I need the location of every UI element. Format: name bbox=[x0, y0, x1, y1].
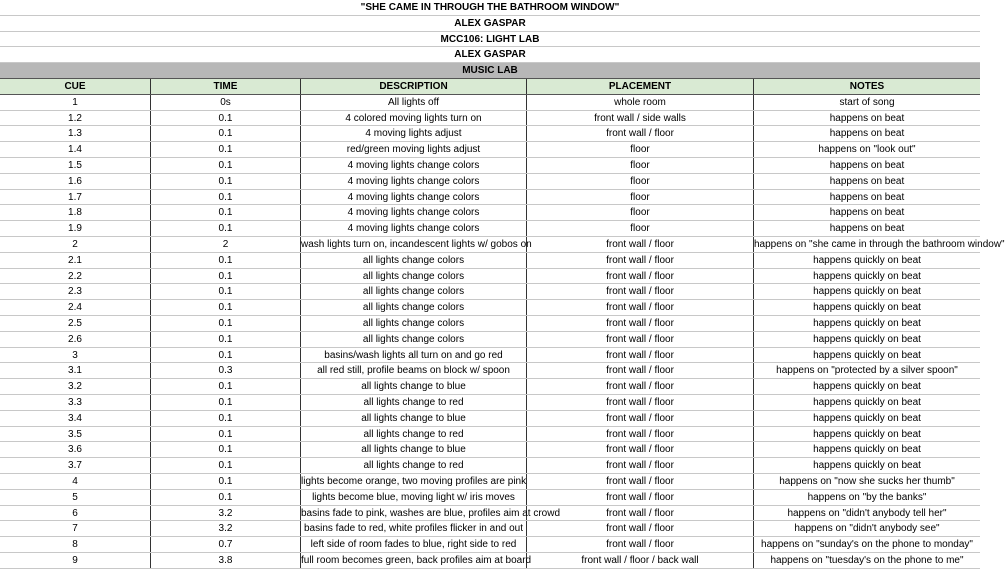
cell-notes[interactable]: happens on beat bbox=[829, 223, 905, 235]
table-row bbox=[0, 458, 980, 474]
cell-placement[interactable]: floor bbox=[527, 190, 754, 205]
table-row bbox=[0, 316, 980, 332]
table-row bbox=[0, 158, 980, 174]
cell-time[interactable]: 0.1 bbox=[151, 490, 301, 505]
cell-notes[interactable]: happens quickly on beat bbox=[813, 444, 921, 456]
table-body bbox=[0, 95, 1005, 569]
cell-cue[interactable]: 8 bbox=[0, 537, 151, 552]
cell-notes[interactable]: happens on "sunday's on the phone to monday" bbox=[761, 539, 973, 551]
table-row bbox=[0, 126, 980, 142]
cell-placement[interactable]: front wall / floor bbox=[527, 126, 754, 141]
cell-notes[interactable]: happens on "tuesday's on the phone to me" bbox=[770, 554, 964, 566]
table-row bbox=[0, 474, 980, 490]
cell-time[interactable]: 0.1 bbox=[151, 126, 301, 141]
cell-description[interactable]: all lights change to red bbox=[301, 458, 527, 473]
cell-description[interactable]: 4 moving lights change colors bbox=[301, 158, 527, 173]
cell-cue[interactable]: 1.6 bbox=[0, 174, 151, 189]
table-row bbox=[0, 427, 980, 443]
cell-time[interactable]: 0.1 bbox=[151, 395, 301, 410]
cell-placement[interactable]: floor bbox=[527, 174, 754, 189]
cell-cue[interactable]: 1.5 bbox=[0, 158, 151, 173]
cell-notes[interactable]: happens quickly on beat bbox=[813, 460, 921, 472]
cell-placement[interactable]: front wall / floor bbox=[527, 521, 754, 536]
cell-notes[interactable]: happens quickly on beat bbox=[813, 349, 921, 361]
cell-description[interactable]: red/green moving lights adjust bbox=[301, 142, 527, 157]
table-row bbox=[0, 284, 980, 300]
cell-description[interactable]: all lights change colors bbox=[301, 316, 527, 331]
cell-placement[interactable]: floor bbox=[527, 142, 754, 157]
cell-time[interactable]: 0.1 bbox=[151, 111, 301, 126]
cell-time[interactable]: 0.1 bbox=[151, 316, 301, 331]
cell-placement[interactable]: front wall / floor bbox=[527, 300, 754, 315]
cell-placement[interactable]: floor bbox=[527, 205, 754, 220]
table-row bbox=[0, 95, 980, 111]
cell-placement[interactable]: front wall / floor bbox=[527, 411, 754, 426]
cell-time[interactable]: 2 bbox=[151, 237, 301, 252]
table-row bbox=[0, 269, 980, 285]
section-title: MUSIC LAB bbox=[462, 65, 518, 77]
cell-notes[interactable]: happens quickly on beat bbox=[813, 428, 921, 440]
cell-cue[interactable]: 3.1 bbox=[0, 363, 151, 378]
table-row bbox=[0, 300, 980, 316]
cell-notes[interactable]: happens on "protected by a silver spoon" bbox=[776, 365, 958, 377]
cell-time[interactable]: 0.1 bbox=[151, 142, 301, 157]
cell-description[interactable]: all lights change to blue bbox=[301, 411, 527, 426]
cell-notes[interactable]: happens quickly on beat bbox=[813, 333, 921, 345]
table-row bbox=[0, 363, 980, 379]
cell-description[interactable]: 4 moving lights change colors bbox=[301, 221, 527, 236]
table-row bbox=[0, 521, 980, 537]
title-row[interactable] bbox=[0, 0, 980, 16]
cell-notes[interactable]: happens quickly on beat bbox=[813, 381, 921, 393]
cell-time[interactable]: 0.1 bbox=[151, 348, 301, 363]
course-title: MCC106: LIGHT LAB bbox=[440, 33, 540, 45]
cell-time[interactable]: 0s bbox=[151, 95, 301, 110]
cell-notes[interactable]: happens on beat bbox=[829, 159, 905, 171]
cell-notes[interactable]: start of song bbox=[839, 96, 895, 108]
table-row bbox=[0, 111, 980, 127]
table-row bbox=[0, 411, 980, 427]
header-time[interactable]: TIME bbox=[151, 79, 301, 94]
cell-cue[interactable]: 2.6 bbox=[0, 332, 151, 347]
cell-description[interactable]: all lights change to red bbox=[301, 395, 527, 410]
table-row bbox=[0, 395, 980, 411]
cell-placement[interactable]: floor bbox=[527, 158, 754, 173]
cell-time[interactable]: 0.1 bbox=[151, 474, 301, 489]
cell-time[interactable]: 0.7 bbox=[151, 537, 301, 552]
table-row bbox=[0, 379, 980, 395]
cell-description[interactable]: all lights change to blue bbox=[301, 379, 527, 394]
cell-placement[interactable]: front wall / floor bbox=[527, 442, 754, 457]
cell-notes[interactable]: happens quickly on beat bbox=[813, 286, 921, 298]
cell-placement[interactable]: front wall / floor bbox=[527, 363, 754, 378]
cell-time[interactable]: 3.2 bbox=[151, 506, 301, 521]
cell-cue[interactable]: 2.5 bbox=[0, 316, 151, 331]
cell-description[interactable]: all lights change colors bbox=[301, 253, 527, 268]
table-row bbox=[0, 221, 980, 237]
cell-time[interactable]: 0.1 bbox=[151, 379, 301, 394]
table-row bbox=[0, 506, 980, 522]
cell-description[interactable]: full room becomes green, back profiles aim at board bbox=[301, 554, 532, 566]
table-row bbox=[0, 190, 980, 206]
table-row bbox=[0, 490, 980, 506]
cell-notes[interactable]: happens on "look out" bbox=[818, 144, 916, 156]
cell-description[interactable]: basins fade to red, white profiles flicker in and out bbox=[301, 521, 527, 536]
cell-cue[interactable]: 3.4 bbox=[0, 411, 151, 426]
section-row[interactable] bbox=[0, 63, 980, 79]
cell-time[interactable]: 0.1 bbox=[151, 427, 301, 442]
cell-time[interactable]: 0.1 bbox=[151, 158, 301, 173]
cell-description[interactable]: lights become blue, moving light w/ iris moves bbox=[301, 490, 527, 505]
cell-cue[interactable]: 2.4 bbox=[0, 300, 151, 315]
cell-time[interactable]: 0.1 bbox=[151, 221, 301, 236]
cell-notes[interactable]: happens on beat bbox=[829, 191, 905, 203]
cell-time[interactable]: 0.3 bbox=[151, 363, 301, 378]
header-notes[interactable]: NOTES bbox=[849, 80, 885, 92]
cell-description[interactable]: all lights change colors bbox=[301, 332, 527, 347]
cell-cue[interactable]: 4 bbox=[0, 474, 151, 489]
header-description[interactable]: DESCRIPTION bbox=[301, 79, 527, 94]
cell-notes[interactable]: happens on "she came in through the bathroom window" bbox=[754, 238, 1005, 250]
cell-cue[interactable]: 1.2 bbox=[0, 111, 151, 126]
cell-cue[interactable]: 3.2 bbox=[0, 379, 151, 394]
header-row bbox=[0, 79, 980, 95]
cell-cue[interactable]: 3 bbox=[0, 348, 151, 363]
cell-notes[interactable]: happens on beat bbox=[829, 128, 905, 140]
cell-time[interactable]: 3.2 bbox=[151, 521, 301, 536]
cell-notes[interactable]: happens quickly on beat bbox=[813, 254, 921, 266]
cell-cue[interactable]: 3.3 bbox=[0, 395, 151, 410]
cell-placement[interactable]: front wall / floor bbox=[527, 458, 754, 473]
cell-description[interactable]: all lights change colors bbox=[301, 300, 527, 315]
cell-time[interactable]: 3.8 bbox=[151, 553, 301, 568]
cell-placement[interactable]: front wall / floor bbox=[527, 395, 754, 410]
cell-description[interactable]: all lights change to blue bbox=[301, 442, 527, 457]
table-row bbox=[0, 237, 1005, 253]
cell-description[interactable]: all red still, profile beams on block w/ spoon bbox=[301, 363, 527, 378]
cell-notes[interactable]: happens quickly on beat bbox=[813, 302, 921, 314]
cell-description[interactable]: 4 moving lights change colors bbox=[301, 174, 527, 189]
cell-placement[interactable]: front wall / floor bbox=[527, 506, 754, 521]
cell-notes[interactable]: happens quickly on beat bbox=[813, 317, 921, 329]
cell-placement[interactable]: whole room bbox=[527, 95, 754, 110]
author-name: ALEX GASPAR bbox=[454, 17, 526, 29]
cell-time[interactable]: 0.1 bbox=[151, 205, 301, 220]
cell-description[interactable]: basins fade to pink, washes are blue, profiles aim at crowd bbox=[301, 507, 561, 519]
cell-description[interactable]: left side of room fades to blue, right side to red bbox=[301, 537, 527, 552]
header-cue[interactable]: CUE bbox=[0, 79, 151, 94]
table-row bbox=[0, 174, 980, 190]
cell-cue[interactable]: 2.3 bbox=[0, 284, 151, 299]
course-row[interactable] bbox=[0, 32, 980, 48]
cell-cue[interactable]: 7 bbox=[0, 521, 151, 536]
cell-cue[interactable]: 9 bbox=[0, 553, 151, 568]
cell-time[interactable]: 0.1 bbox=[151, 458, 301, 473]
cell-placement[interactable]: front wall / floor bbox=[527, 537, 754, 552]
table-row bbox=[0, 205, 980, 221]
cell-description[interactable]: basins/wash lights all turn on and go red bbox=[301, 348, 527, 363]
cell-notes[interactable]: happens on "didn't anybody see" bbox=[794, 523, 940, 535]
author-row[interactable] bbox=[0, 16, 980, 32]
cell-time[interactable]: 0.1 bbox=[151, 174, 301, 189]
table-row bbox=[0, 332, 980, 348]
cell-placement[interactable]: front wall / floor bbox=[527, 237, 754, 252]
cell-placement[interactable]: front wall / floor bbox=[527, 284, 754, 299]
cell-description[interactable]: all lights change colors bbox=[301, 269, 527, 284]
cell-time[interactable]: 0.1 bbox=[151, 332, 301, 347]
cell-notes[interactable]: happens quickly on beat bbox=[813, 396, 921, 408]
cell-notes[interactable]: happens on beat bbox=[829, 207, 905, 219]
cell-time[interactable]: 0.1 bbox=[151, 269, 301, 284]
table-row bbox=[0, 537, 980, 553]
cell-placement[interactable]: front wall / floor / back wall bbox=[527, 553, 754, 568]
cell-notes[interactable]: happens quickly on beat bbox=[813, 412, 921, 424]
cell-cue[interactable]: 2.1 bbox=[0, 253, 151, 268]
table-row bbox=[0, 553, 980, 569]
cell-notes[interactable]: happens on beat bbox=[829, 112, 905, 124]
cell-time[interactable]: 0.1 bbox=[151, 442, 301, 457]
cell-placement[interactable]: floor bbox=[527, 221, 754, 236]
cell-description[interactable]: 4 moving lights change colors bbox=[301, 190, 527, 205]
cell-cue[interactable]: 1.3 bbox=[0, 126, 151, 141]
cell-cue[interactable]: 3.6 bbox=[0, 442, 151, 457]
cell-description[interactable]: all lights change to red bbox=[301, 427, 527, 442]
cell-time[interactable]: 0.1 bbox=[151, 284, 301, 299]
author-row-2[interactable] bbox=[0, 47, 980, 63]
cell-placement[interactable]: front wall / floor bbox=[527, 316, 754, 331]
table-row bbox=[0, 142, 980, 158]
cell-description[interactable]: 4 moving lights change colors bbox=[301, 205, 527, 220]
cell-placement[interactable]: front wall / floor bbox=[527, 269, 754, 284]
cell-notes[interactable]: happens on beat bbox=[829, 175, 905, 187]
cell-cue[interactable]: 5 bbox=[0, 490, 151, 505]
header-placement[interactable]: PLACEMENT bbox=[527, 79, 754, 94]
cell-time[interactable]: 0.1 bbox=[151, 253, 301, 268]
cell-cue[interactable]: 1 bbox=[0, 95, 151, 110]
author-name-2: ALEX GASPAR bbox=[454, 49, 526, 61]
cell-placement[interactable]: front wall / floor bbox=[527, 474, 754, 489]
cell-placement[interactable]: front wall / floor bbox=[527, 253, 754, 268]
table-row bbox=[0, 253, 980, 269]
cell-description[interactable]: lights become orange, two moving profiles are pink bbox=[301, 475, 527, 487]
cell-description[interactable]: wash lights turn on, incandescent lights w/ gobos on bbox=[301, 238, 532, 250]
cell-description[interactable]: All lights off bbox=[301, 95, 527, 110]
cell-placement[interactable]: front wall / floor bbox=[527, 427, 754, 442]
cell-cue[interactable]: 3.5 bbox=[0, 427, 151, 442]
table-row bbox=[0, 348, 980, 364]
cell-description[interactable]: all lights change colors bbox=[301, 284, 527, 299]
cell-cue[interactable]: 1.4 bbox=[0, 142, 151, 157]
cell-cue[interactable]: 6 bbox=[0, 506, 151, 521]
cell-cue[interactable]: 2.2 bbox=[0, 269, 151, 284]
cell-placement[interactable]: front wall / floor bbox=[527, 332, 754, 347]
cell-notes[interactable]: happens on "didn't anybody tell her" bbox=[787, 507, 947, 519]
cell-placement[interactable]: front wall / side walls bbox=[527, 111, 754, 126]
cell-cue[interactable]: 1.7 bbox=[0, 190, 151, 205]
cell-cue[interactable]: 2 bbox=[0, 237, 151, 252]
table-row bbox=[0, 442, 980, 458]
cell-cue[interactable]: 1.9 bbox=[0, 221, 151, 236]
cell-notes[interactable]: happens on "by the banks" bbox=[807, 491, 927, 503]
cell-description[interactable]: 4 moving lights adjust bbox=[301, 126, 527, 141]
cell-description[interactable]: 4 colored moving lights turn on bbox=[301, 111, 527, 126]
cell-time[interactable]: 0.1 bbox=[151, 411, 301, 426]
cell-cue[interactable]: 3.7 bbox=[0, 458, 151, 473]
cell-placement[interactable]: front wall / floor bbox=[527, 490, 754, 505]
cell-notes[interactable]: happens on "now she sucks her thumb" bbox=[779, 475, 955, 487]
cell-placement[interactable]: front wall / floor bbox=[527, 379, 754, 394]
cell-time[interactable]: 0.1 bbox=[151, 300, 301, 315]
cell-cue[interactable]: 1.8 bbox=[0, 205, 151, 220]
cell-placement[interactable]: front wall / floor bbox=[527, 348, 754, 363]
cell-notes[interactable]: happens quickly on beat bbox=[813, 270, 921, 282]
song-title: "SHE CAME IN THROUGH THE BATHROOM WINDOW" bbox=[360, 2, 620, 13]
cell-time[interactable]: 0.1 bbox=[151, 190, 301, 205]
